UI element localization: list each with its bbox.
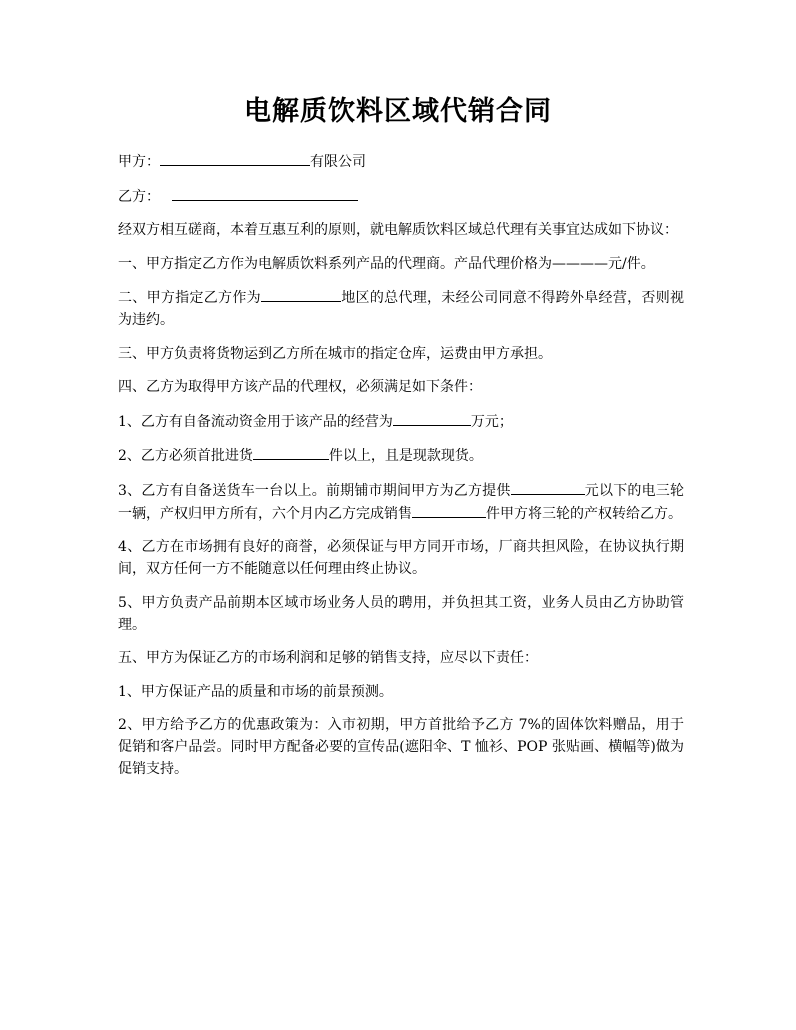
item-4-3-part-1: 3、乙方有自备送货车一台以上。前期铺市期间甲方为乙方提供	[118, 482, 511, 499]
item-4-3-part-2: 元以下的电三轮一辆，产权归甲方所有，六个月内乙方完成销售	[118, 482, 685, 522]
item-4-3-part-3: 件甲方将三轮的产权转给乙方。	[486, 505, 682, 522]
clause-2	[118, 286, 684, 331]
item-4-2-text-before: 2、乙方必须首批进货	[118, 448, 253, 464]
clause-5: 五、甲方为保证乙方的市场利润和足够的销售支持，应尽以下责任：	[118, 650, 538, 666]
document-body	[118, 150, 684, 792]
party-b-label: 乙方：	[118, 188, 160, 205]
item-4-3	[118, 479, 684, 525]
document-title: 电解质饮料区域代销合同	[244, 96, 552, 127]
item-5-1: 1、甲方保证产品的质量和市场的前景预测。	[118, 683, 393, 700]
item-4-4: 4、乙方在市场拥有良好的商誉，必须保证与甲方同开市场，厂商共担风险，在协议执行期间，双方任何一方不能随意以任何理由终止协议。	[118, 539, 684, 577]
clause-3: 三、甲方负责将货物运到乙方所在城市的指定仓库，运费由甲方承担。	[118, 345, 552, 362]
party-a-name-blank	[160, 150, 310, 166]
item-4-2	[118, 444, 684, 467]
tricycle-price-blank	[511, 479, 585, 495]
item-4-5: 5、甲方负责产品前期本区域市场业务人员的聘用，并负担其工资，业务人员由乙方协助管理。	[118, 594, 684, 633]
item-4-1-text-after: 万元；	[470, 413, 513, 430]
party-b-line	[118, 185, 684, 208]
capital-amount-blank	[393, 410, 471, 426]
item-4-1	[118, 410, 684, 433]
region-blank	[261, 286, 341, 302]
clause-2-text-after: 地区的总代理，未经公司同意不得跨外阜经营，否则视为违约。	[118, 290, 685, 328]
party-a-label: 甲方：	[118, 154, 160, 170]
item-5-2: 2、甲方给予乙方的优惠政策为：入市初期，甲方首批给予乙方 7%的固体饮料赠品，用于促销和客户品尝。同时甲方配备必要的宣传品(遮阳伞、T 恤衫、POP 张贴画、横幅等)做为促销支持。	[118, 717, 684, 777]
first-order-quantity-blank	[253, 444, 329, 460]
item-4-1-text-before: 1、乙方有自备流动资金用于该产品的经营为	[118, 413, 393, 430]
sales-target-blank	[412, 502, 486, 518]
party-a-suffix: 有限公司	[310, 154, 366, 170]
intro-paragraph: 经双方相互磋商，本着互惠互利的原则，就电解质饮料区域总代理有关事宜达成如下协议：	[118, 222, 678, 238]
item-4-2-text-after: 件以上，且是现款现货。	[328, 448, 483, 464]
clause-4: 四、乙方为取得甲方该产品的代理权，必须满足如下条件：	[118, 379, 482, 395]
clause-2-text-before: 二、甲方指定乙方作为	[118, 290, 261, 306]
clause-1: 一、甲方指定乙方作为电解质饮料系列产品的代理商。产品代理价格为————元/件。	[118, 255, 655, 272]
party-b-name-blank	[172, 185, 358, 201]
party-a-line	[118, 150, 684, 173]
